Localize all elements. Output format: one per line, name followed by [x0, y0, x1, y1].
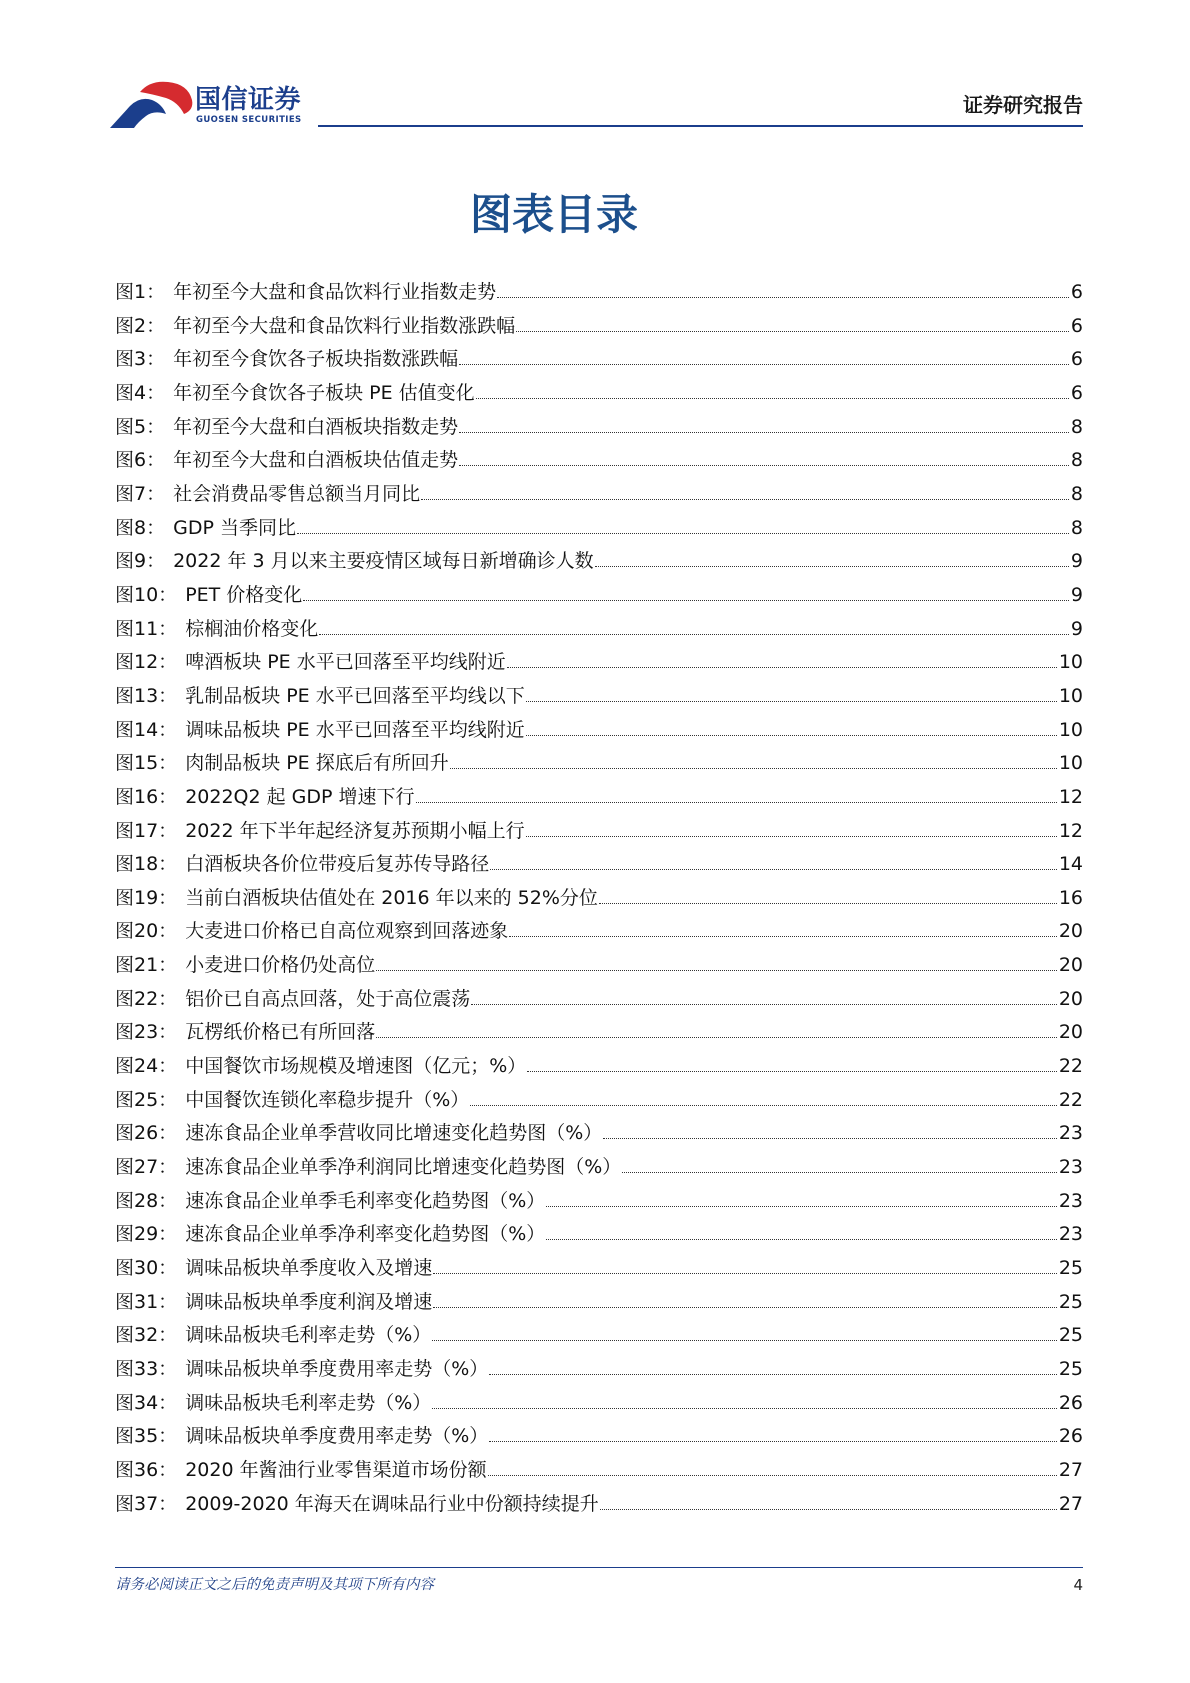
toc-entry-dot-leader	[526, 701, 1057, 702]
toc-entry-title: 速冻食品企业单季净利润同比增速变化趋势图（%）	[185, 1156, 622, 1179]
toc-entry-title: 中国餐饮市场规模及增速图（亿元；%）	[185, 1055, 527, 1078]
toc-entry-title: 2009-2020 年海天在调味品行业中份额持续提升	[185, 1492, 599, 1515]
toc-entry-page-number: 10	[1058, 684, 1083, 707]
toc-entry-page-number: 6	[1070, 381, 1083, 404]
toc-entry-dot-leader	[459, 364, 1069, 365]
toc-entry-page-number: 20	[1058, 1021, 1083, 1044]
toc-entry-label: 图34：	[115, 1391, 178, 1414]
toc-entry-label: 图17：	[115, 819, 178, 842]
toc-entry-page-number: 23	[1058, 1189, 1083, 1212]
toc-entry-label: 图30：	[115, 1257, 178, 1280]
toc-entry[interactable]	[115, 747, 1083, 781]
toc-entry-dot-leader	[526, 836, 1057, 837]
toc-entry[interactable]	[115, 1488, 1083, 1522]
toc-entry-dot-leader	[297, 533, 1069, 534]
toc-entry-title: 调味品板块毛利率走势（%）	[185, 1391, 432, 1414]
toc-entry[interactable]	[115, 276, 1083, 310]
toc-entry-dot-leader	[416, 802, 1057, 803]
toc-entry-label: 图13：	[115, 684, 178, 707]
toc-entry-dot-leader	[470, 1105, 1057, 1106]
toc-entry-page-number: 6	[1070, 348, 1083, 371]
toc-entry[interactable]	[115, 915, 1083, 949]
toc-entry-title: 调味品板块毛利率走势（%）	[185, 1324, 432, 1347]
toc-entry-page-number: 20	[1058, 954, 1083, 977]
toc-entry-label: 图15：	[115, 752, 178, 775]
toc-entry-label: 图7：	[115, 482, 166, 505]
footer-divider	[115, 1567, 1083, 1568]
toc-entry-page-number: 23	[1058, 1223, 1083, 1246]
logo-wordmark-cn: 国信证券	[195, 85, 302, 115]
toc-entry[interactable]	[115, 848, 1083, 882]
toc-entry-page-number: 25	[1058, 1358, 1083, 1380]
toc-entry[interactable]	[115, 1454, 1083, 1488]
toc-entry-page-number: 8	[1070, 482, 1083, 505]
toc-entry-label: 图16：	[115, 785, 178, 808]
toc-entry-page-number: 26	[1058, 1425, 1083, 1448]
toc-entry-page-number: 8	[1070, 449, 1083, 472]
toc-entry[interactable]	[115, 1050, 1083, 1084]
toc-entry-label: 图29：	[115, 1223, 178, 1246]
toc-entry[interactable]	[115, 1387, 1083, 1421]
toc-entry-label: 图33：	[115, 1358, 178, 1380]
toc-entry[interactable]	[115, 1084, 1083, 1118]
toc-entry-dot-leader	[603, 1138, 1057, 1139]
toc-entry-title: 铝价已自高点回落，处于高位震荡	[185, 987, 471, 1010]
toc-entry[interactable]	[115, 1286, 1083, 1320]
toc-entry-dot-leader	[497, 297, 1069, 298]
toc-entry-page-number: 6	[1070, 281, 1083, 303]
toc-entry-title: 2022 年下半年起经济复苏预期小幅上行	[185, 819, 525, 842]
toc-entry-label: 图25：	[115, 1088, 178, 1111]
toc-entry-title: PET 价格变化	[185, 583, 303, 606]
toc-entry-page-number: 25	[1058, 1290, 1083, 1313]
toc-entry-label: 图24：	[115, 1055, 178, 1078]
toc-entry-title: 年初至今大盘和食品饮料行业指数涨跌幅	[173, 314, 516, 337]
page-title: 图表目录	[470, 190, 639, 239]
toc-entry-dot-leader	[546, 1206, 1057, 1207]
guosen-logo-icon	[110, 80, 194, 130]
toc-entry-dot-leader	[527, 1071, 1057, 1072]
toc-entry[interactable]	[115, 815, 1083, 849]
toc-entry-dot-leader	[490, 869, 1057, 870]
toc-entry-title: 速冻食品企业单季净利率变化趋势图（%）	[185, 1223, 546, 1246]
toc-entry-label: 图21：	[115, 954, 178, 977]
toc-entry[interactable]	[115, 512, 1083, 546]
toc-entry-page-number: 26	[1058, 1391, 1083, 1414]
toc-entry-label: 图14：	[115, 718, 178, 741]
toc-entry[interactable]	[115, 1252, 1083, 1286]
toc-entry-page-number: 27	[1058, 1458, 1083, 1481]
toc-entry-dot-leader	[622, 1172, 1057, 1173]
toc-entry-title: 肉制品板块 PE 探底后有所回升	[185, 752, 449, 775]
toc-entry-page-number: 20	[1058, 987, 1083, 1010]
toc-entry-label: 图5：	[115, 415, 166, 438]
toc-entry-title: 2022 年 3 月以来主要疫情区域每日新增确诊人数	[173, 550, 594, 573]
toc-entry-dot-leader	[509, 936, 1057, 937]
toc-entry[interactable]	[115, 579, 1083, 613]
toc-entry-title: 2020 年酱油行业零售渠道市场份额	[185, 1458, 487, 1481]
toc-entry-title: 调味品板块单季度收入及增速	[185, 1257, 433, 1280]
toc-entry-dot-leader	[595, 566, 1069, 567]
toc-entry-title: GDP 当季同比	[173, 516, 296, 539]
toc-entry[interactable]	[115, 310, 1083, 344]
toc-entry-title: 啤酒板块 PE 水平已回落至平均线附近	[185, 651, 506, 674]
toc-entry-dot-leader	[489, 1374, 1057, 1375]
toc-entry-label: 图37：	[115, 1492, 178, 1515]
toc-entry-page-number: 16	[1058, 886, 1083, 909]
toc-entry-title: 中国餐饮连锁化率稳步提升（%）	[185, 1088, 470, 1111]
toc-entry-dot-leader	[546, 1239, 1057, 1240]
toc-entry-dot-leader	[507, 667, 1057, 668]
toc-entry-label: 图2：	[115, 314, 166, 337]
toc-entry-dot-leader	[526, 735, 1057, 736]
toc-entry-title: 调味品板块单季度费用率走势（%）	[185, 1425, 489, 1448]
toc-entry-label: 图9：	[115, 550, 166, 573]
toc-entry-label: 图22：	[115, 987, 178, 1010]
toc-entry-label: 图8：	[115, 516, 166, 539]
toc-entry[interactable]	[115, 343, 1083, 377]
toc-entry-page-number: 9	[1070, 617, 1083, 640]
toc-entry[interactable]	[115, 983, 1083, 1017]
toc-entry[interactable]	[115, 714, 1083, 748]
toc-entry[interactable]	[115, 444, 1083, 478]
toc-entry[interactable]	[115, 1016, 1083, 1050]
toc-entry[interactable]	[115, 680, 1083, 714]
toc-entry-dot-leader	[488, 1475, 1057, 1476]
toc-entry-dot-leader	[376, 970, 1057, 971]
toc-entry-dot-leader	[421, 499, 1069, 500]
toc-entry-page-number: 22	[1058, 1055, 1083, 1078]
toc-entry-title: 棕榈油价格变化	[185, 617, 319, 640]
toc-entry-dot-leader	[459, 432, 1069, 433]
toc-entry-title: 调味品板块 PE 水平已回落至平均线附近	[185, 718, 525, 741]
toc-entry-title: 当前白酒板块估值处在 2016 年以来的 52%分位	[185, 886, 598, 909]
toc-entry[interactable]	[115, 1218, 1083, 1252]
toc-entry-label: 图19：	[115, 886, 178, 909]
toc-entry-page-number: 25	[1058, 1257, 1083, 1280]
toc-entry-page-number: 9	[1070, 550, 1083, 573]
toc-entry-page-number: 23	[1058, 1156, 1083, 1179]
toc-entry-label: 图10：	[115, 583, 178, 606]
toc-entry-label: 图4：	[115, 381, 166, 404]
toc-entry-page-number: 12	[1058, 819, 1083, 842]
toc-entry-dot-leader	[489, 1441, 1057, 1442]
toc-entry[interactable]	[115, 1151, 1083, 1185]
toc-entry-dot-leader	[459, 465, 1069, 466]
toc-entry-page-number: 14	[1058, 853, 1083, 876]
toc-entry-title: 2022Q2 起 GDP 增速下行	[185, 785, 415, 808]
toc-entry[interactable]	[115, 646, 1083, 680]
toc-entry-dot-leader	[476, 398, 1069, 399]
toc-entry[interactable]	[115, 781, 1083, 815]
toc-entry[interactable]	[115, 1185, 1083, 1219]
toc-entry-label: 图28：	[115, 1189, 178, 1212]
toc-entry-title: 瓦楞纸价格已有所回落	[185, 1021, 376, 1044]
toc-entry-title: 年初至今食饮各子板块 PE 估值变化	[173, 381, 475, 404]
toc-entry-dot-leader	[516, 331, 1069, 332]
toc-entry-dot-leader	[319, 634, 1069, 635]
toc-entry-page-number: 8	[1070, 415, 1083, 438]
toc-entry[interactable]	[115, 1353, 1083, 1387]
toc-entry-title: 年初至今大盘和白酒板块估值走势	[173, 449, 459, 472]
toc-entry-label: 图26：	[115, 1122, 178, 1145]
toc-entry-title: 年初至今食饮各子板块指数涨跌幅	[173, 348, 459, 371]
toc-entry-label: 图31：	[115, 1290, 178, 1313]
toc-entry-dot-leader	[432, 1408, 1057, 1409]
toc-entry-page-number: 6	[1070, 314, 1083, 337]
toc-entry-label: 图18：	[115, 853, 178, 876]
toc-entry-label: 图36：	[115, 1458, 178, 1481]
toc-entry-page-number: 23	[1058, 1122, 1083, 1145]
report-type-label: 证券研究报告	[963, 93, 1083, 117]
toc-entry-page-number: 27	[1058, 1492, 1083, 1515]
toc-entry-label: 图27：	[115, 1156, 178, 1179]
logo-wordmark-en: GUOSEN SECURITIES	[196, 115, 302, 125]
toc-entry-label: 图20：	[115, 920, 178, 943]
toc-entry-dot-leader	[471, 1004, 1057, 1005]
toc-entry-title: 大麦进口价格已自高位观察到回落迹象	[185, 920, 509, 943]
toc-entry[interactable]	[115, 613, 1083, 647]
toc-entry-page-number: 10	[1058, 718, 1083, 741]
toc-entry[interactable]	[115, 545, 1083, 579]
toc-entry-title: 白酒板块各价位带疫后复苏传导路径	[185, 853, 490, 876]
toc-entry-page-number: 20	[1058, 920, 1083, 943]
toc-entry-title: 速冻食品企业单季毛利率变化趋势图（%）	[185, 1189, 546, 1212]
toc-entry-page-number: 10	[1058, 651, 1083, 674]
toc-entry-dot-leader	[450, 768, 1057, 769]
toc-entry-label: 图11：	[115, 617, 178, 640]
toc-entry-dot-leader	[376, 1037, 1057, 1038]
toc-entry-label: 图6：	[115, 449, 166, 472]
toc-entry-dot-leader	[599, 903, 1057, 904]
toc-entry[interactable]	[115, 377, 1083, 411]
toc-entry-label: 图12：	[115, 651, 178, 674]
toc-entry-page-number: 8	[1070, 516, 1083, 539]
toc-entry-page-number: 12	[1058, 785, 1083, 808]
toc-entry-title: 调味品板块单季度费用率走势（%）	[185, 1358, 489, 1380]
toc-entry-page-number: 25	[1058, 1324, 1083, 1347]
toc-entry-title: 乳制品板块 PE 水平已回落至平均线以下	[185, 684, 525, 707]
toc-entry-page-number: 9	[1070, 583, 1083, 606]
toc-entry-title: 小麦进口价格仍处高位	[185, 954, 376, 977]
footer-page-number: 4	[1073, 1576, 1083, 1594]
toc-entry-label: 图32：	[115, 1324, 178, 1347]
toc-entry-page-number: 22	[1058, 1088, 1083, 1111]
toc-entry-dot-leader	[600, 1509, 1057, 1510]
figure-toc-list	[115, 276, 1083, 1521]
toc-entry-label: 图1：	[115, 281, 166, 303]
toc-entry-page-number: 10	[1058, 752, 1083, 775]
toc-entry[interactable]	[115, 411, 1083, 445]
toc-entry-title: 调味品板块单季度利润及增速	[185, 1290, 433, 1313]
toc-entry-label: 图3：	[115, 348, 166, 371]
footer-disclaimer: 请务必阅读正文之后的免责声明及其项下所有内容	[115, 1577, 434, 1593]
header-divider	[318, 125, 1083, 127]
toc-entry-dot-leader	[433, 1307, 1057, 1308]
toc-entry[interactable]	[115, 478, 1083, 512]
toc-entry-dot-leader	[432, 1340, 1057, 1341]
toc-entry-dot-leader	[303, 600, 1069, 601]
toc-entry-title: 年初至今大盘和白酒板块指数走势	[173, 415, 459, 438]
toc-entry[interactable]	[115, 1420, 1083, 1454]
toc-entry-title: 社会消费品零售总额当月同比	[173, 482, 421, 505]
toc-entry-label: 图23：	[115, 1021, 178, 1044]
toc-entry-title: 年初至今大盘和食品饮料行业指数走势	[173, 281, 497, 303]
toc-entry[interactable]	[115, 1319, 1083, 1353]
toc-entry-label: 图35：	[115, 1425, 178, 1448]
toc-entry-title: 速冻食品企业单季营收同比增速变化趋势图（%）	[185, 1122, 603, 1145]
toc-entry[interactable]	[115, 882, 1083, 916]
toc-entry[interactable]	[115, 1117, 1083, 1151]
toc-entry-dot-leader	[433, 1273, 1057, 1274]
toc-entry[interactable]	[115, 949, 1083, 983]
